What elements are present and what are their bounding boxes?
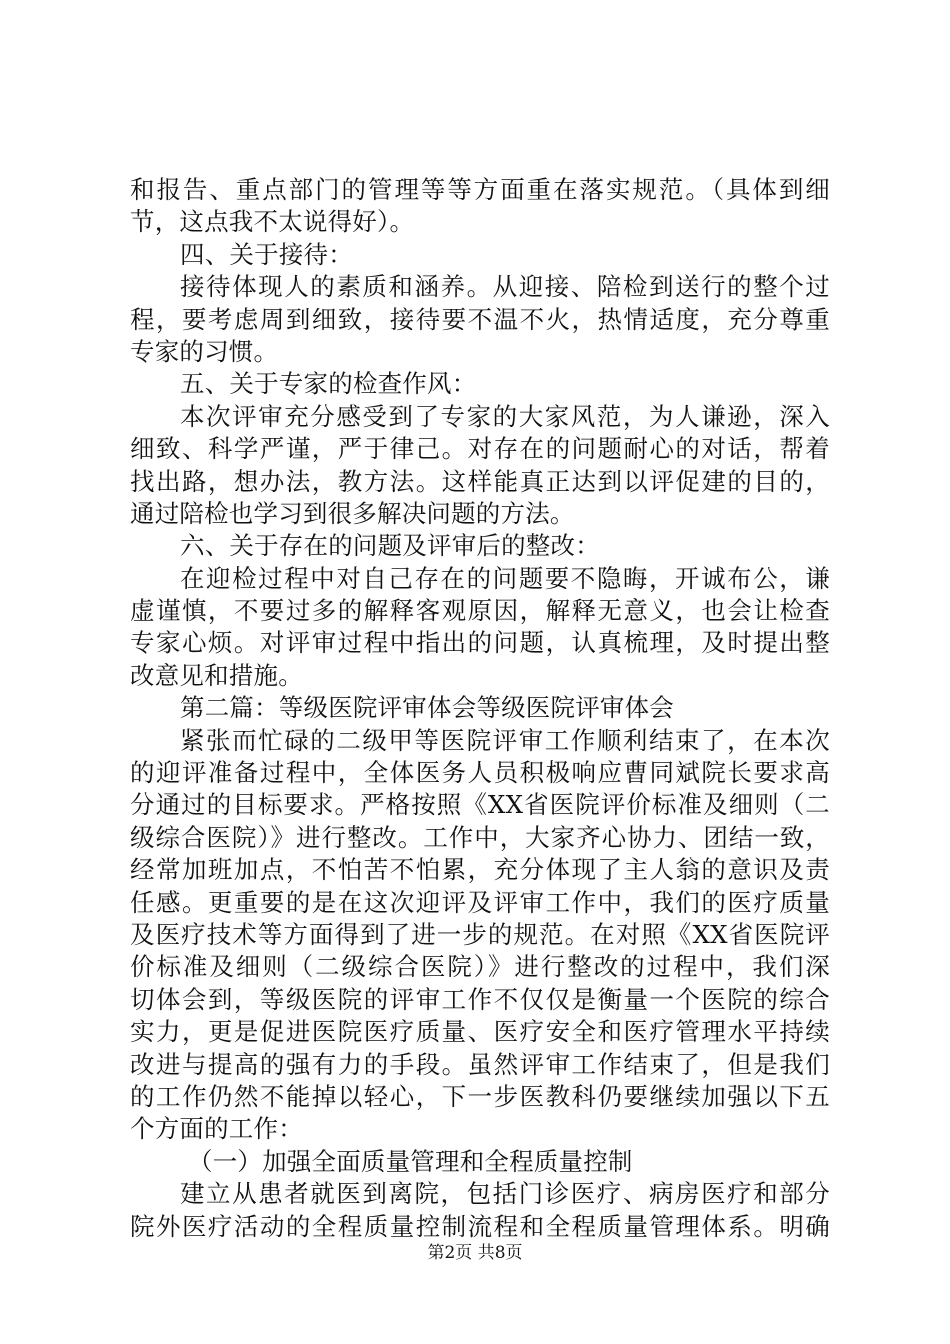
text-line: 改进与提高的强有力的手段。虽然评审工作结束了，但是我们 [130,1049,830,1079]
document-body [130,174,830,1243]
text-line: 级综合医院）》进行整改。工作中，大家齐心协力、团结一致， [130,822,830,852]
text-line: 接待体现人的素质和涵养。从迎接、陪检到送行的整个过 [180,272,830,302]
text-line: 任感。更重要的是在这次迎评及评审工作中，我们的医疗质量 [130,887,830,917]
text-line: 经常加班加点，不怕苦不怕累，充分体现了主人翁的意识及责 [130,855,830,885]
section-heading: 五、关于专家的检查作风： [180,369,477,399]
chapter-heading: 第二篇：等级医院评审体会等级医院评审体会 [180,693,674,723]
text-line: 虚谨慎，不要过多的解释客观原因，解释无意义，也会让检查 [130,596,830,626]
section-heading: 四、关于接待： [180,239,353,269]
text-line: 细致、科学严谨，严于律己。对存在的问题耐心的对话，帮着 [130,434,830,464]
page-number-footer: 第2页 共8页 [427,1243,523,1263]
subsection-heading: （一）加强全面质量管理和全程质量控制 [188,1146,633,1176]
text-line: 通过陪检也学习到很多解决问题的方法。 [130,498,575,528]
section-heading: 六、关于存在的问题及评审后的整改： [180,531,600,561]
text-line: 建立从患者就医到离院，包括门诊医疗、病房医疗和部分 [180,1179,830,1209]
text-line: 的迎评准备过程中，全体医务人员积极响应曹同斌院长要求高 [130,758,830,788]
text-line: 紧张而忙碌的二级甲等医院评审工作顺利结束了，在本次 [180,725,830,755]
text-line: 节，这点我不太说得好）。 [130,207,415,237]
text-line: 和报告、重点部门的管理等等方面重在落实规范。（具体到细 [130,175,830,204]
text-line: 的工作仍然不能掉以轻心，下一步医教科仍要继续加强以下五 [130,1081,830,1111]
text-line: 及医疗技术等方面得到了进一步的规范。在对照《XX省医院评 [130,919,830,949]
text-line: 院外医疗活动的全程质量控制流程和全程质量管理体系。明确 [130,1211,830,1241]
text-line: 个方面的工作： [130,1114,303,1144]
text-line: 切体会到，等级医院的评审工作不仅仅是衡量一个医院的综合 [130,984,830,1014]
text-line: 本次评审充分感受到了专家的大家风范，为人谦逊，深入 [180,401,830,431]
text-line: 找出路，想办法，教方法。这样能真正达到以评促建的目的， [130,466,830,496]
text-line: 改意见和措施。 [130,660,303,690]
text-line: 价标准及细则（二级综合医院）》进行整改的过程中，我们深 [130,952,830,982]
text-line: 程，要考虑周到细致，接待要不温不火，热情适度，充分尊重 [130,304,830,334]
text-line: 在迎检过程中对自己存在的问题要不隐晦，开诚布公，谦 [180,563,830,593]
text-line: 专家心烦。对评审过程中指出的问题，认真梳理，及时提出整 [130,628,830,658]
text-line: 专家的习惯。 [130,336,279,366]
text-line: 分通过的目标要求。严格按照《XX省医院评价标准及细则（二 [130,790,830,820]
text-line: 实力，更是促进医院医疗质量、医疗安全和医疗管理水平持续 [130,1017,830,1047]
